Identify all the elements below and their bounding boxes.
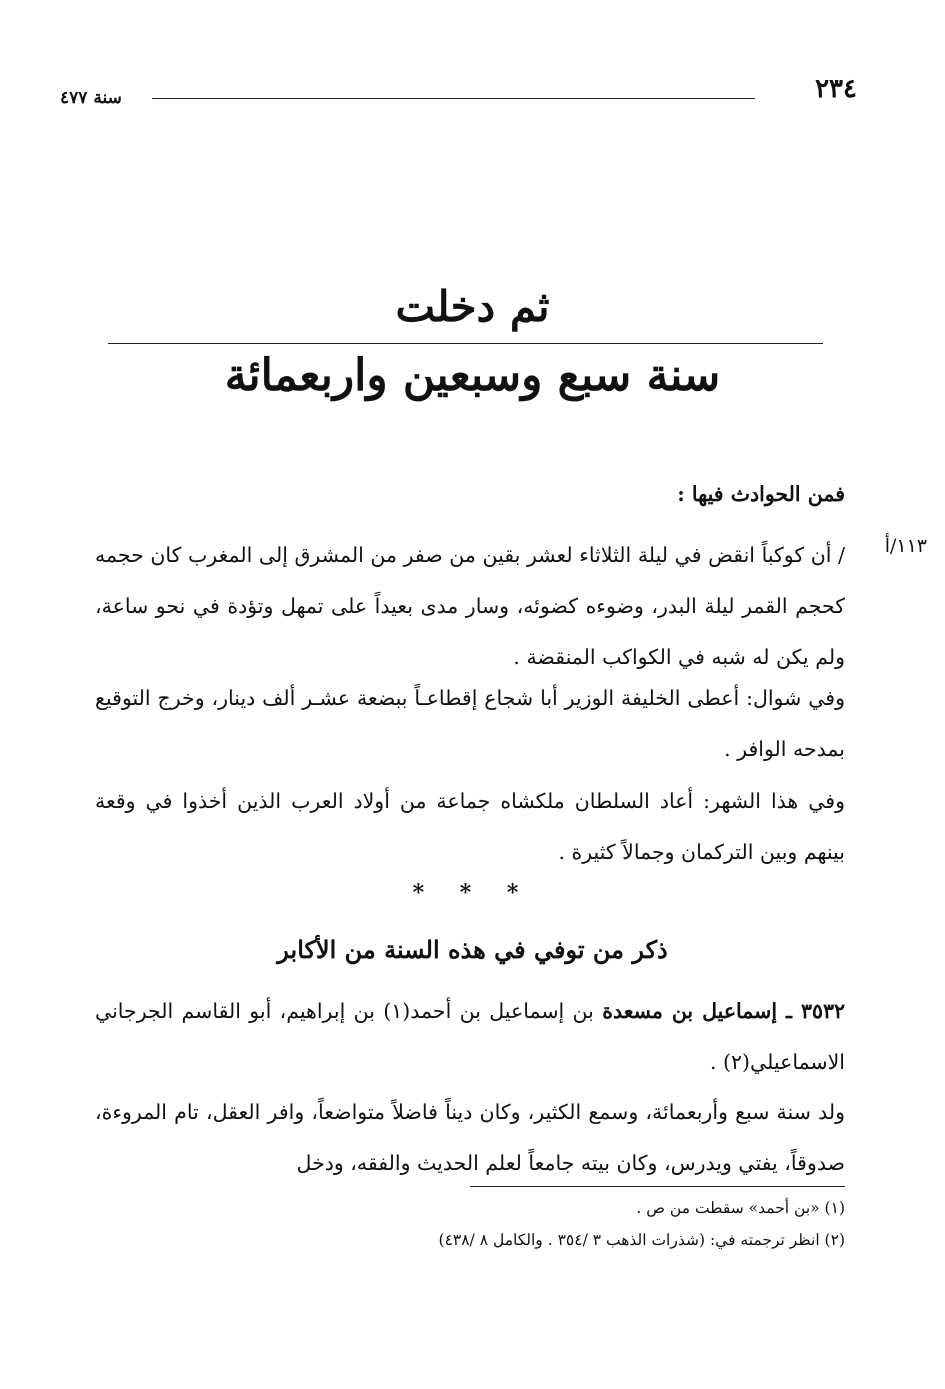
biography-paragraph: ولد سنة سبع وأربعمائة، وسمع الكثير، وكان ديناً فاضلاً متواضعاً، وافر العقل، تام المروءة، صدوقاً، يفتي ويدرس، وكان بيته جامعاً لعلم الحديث والفقه، ودخل xyxy=(95,1100,845,1175)
footnote-1: (١) «بن أحمد» سقطت من ص . xyxy=(636,1199,845,1217)
deaths-heading: ذكر من توفي في هذه السنة من الأكابر xyxy=(277,935,668,964)
footnote-rule xyxy=(470,1186,845,1187)
footnote-2: (٢) انظر ترجمته في: (شذرات الذهب ٣ /٣٥٤ . والكامل ٨ /٤٣٨) xyxy=(438,1231,845,1249)
biography-entry-heading: ٣٥٣٢ ـ إسماعيل بن مسعدة xyxy=(602,999,846,1023)
title-rule xyxy=(108,343,823,344)
biography-entry-intro: بن إسماعيل بن أحمد(١) بن إبراهيم، أبو القاسم الجرجاني الاسماعيلي(٢) . xyxy=(95,999,845,1074)
event-paragraph-3: وفي هذا الشهر: أعاد السلطان ملكشاه جماعة من أولاد العرب الذين أخذوا في وقعة بينهم وبين التركمان وجمالاً كثيرة . xyxy=(95,789,845,864)
manuscript-margin-ref: ١١٣/أ xyxy=(884,535,927,557)
page-number: ٢٣٤ xyxy=(815,74,857,104)
event-paragraph-2: وفي شوال: أعطى الخليفة الوزير أبا شجاع إقطاعـاً ببضعة عشـر ألف دينار، وخرج التوقيع بمدحه الوافر . xyxy=(95,686,845,761)
header-rule xyxy=(152,98,755,99)
section-title-line1: ثم دخلت xyxy=(395,282,550,331)
biography-entry xyxy=(95,986,845,1088)
events-heading: فمن الحوادث فيها : xyxy=(677,482,845,506)
event-paragraph-1: / أن كوكباً انقض في ليلة الثلاثاء لعشر بقين من صفر من المشرق إلى المغرب كان حجمه كحجم القمر ليلة البدر، وضوءه كضوئه، وسار مدى بعيداً على تمهل وتؤدة في نحو ساعة، ولم يكن له شبه في الكواكب المنقضة . xyxy=(95,543,845,669)
section-separator: * * * xyxy=(412,880,533,906)
running-header-year: سنة ٤٧٧ xyxy=(60,88,122,108)
section-title-line2: سنة سبع وسبعين واربعمائة xyxy=(224,350,721,401)
